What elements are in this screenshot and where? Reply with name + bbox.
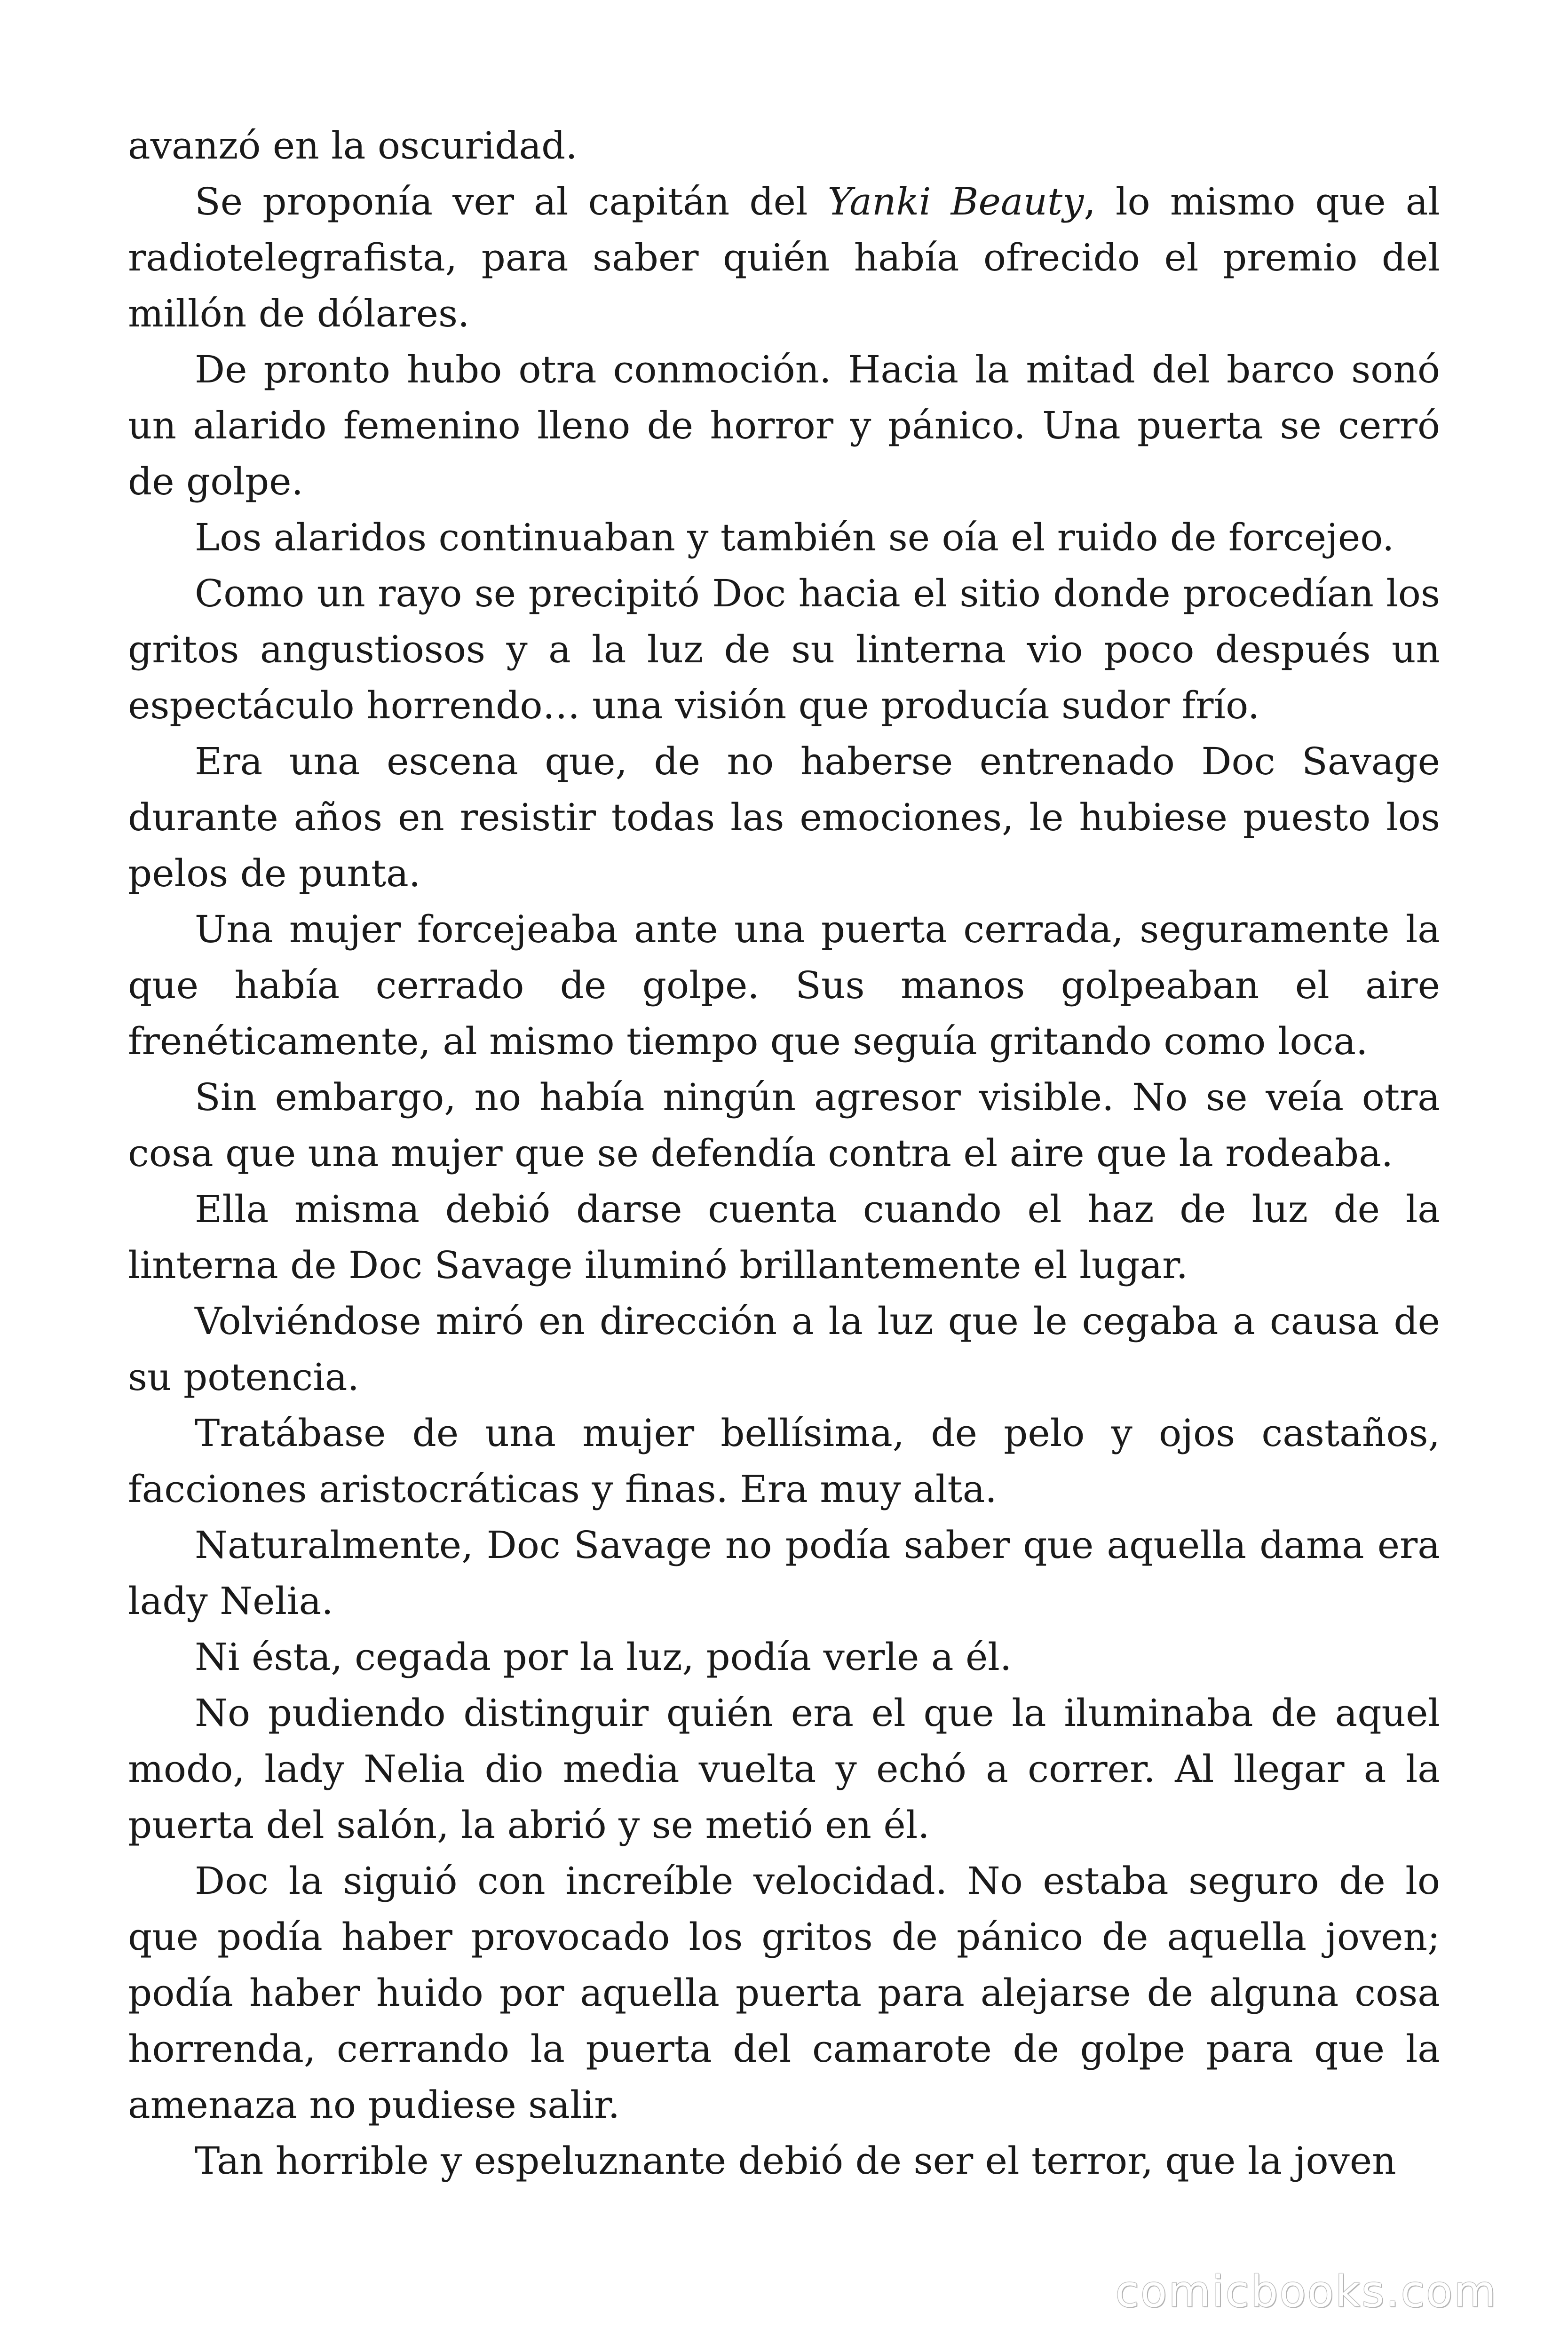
paragraph: Como un rayo se precipitó Doc hacia el sitio donde procedían los gritos angustiosos y a la luz de su linterna vio poco después un espectáculo horrendo… una visión que producía sudor frío. — [128, 572, 1440, 727]
paragraph-text: Se proponía ver al capitán del — [195, 180, 828, 223]
paragraph: avanzó en la oscuridad. — [128, 124, 578, 167]
watermark: comicbooks.com — [1115, 2266, 1497, 2317]
paragraph: Doc la siguió con increíble velocidad. No estaba seguro de lo que podía haber provocado los gritos de pánico de aquella joven; podía haber huido por aquella puerta para alejarse de alguna cosa horrenda, cerrando la puerta del camarote de golpe para que la amenaza no pudiese salir. — [128, 1859, 1440, 2127]
paragraph: Tratábase de una mujer bellísima, de pelo y ojos castaños, facciones aristocráticas y finas. Era muy alta. — [128, 1411, 1440, 1511]
paragraph: No pudiendo distinguir quién era el que la iluminaba de aquel modo, lady Nelia dio media vuelta y echó a correr. Al llegar a la puerta del salón, la abrió y se metió en él. — [128, 1691, 1440, 1847]
paragraph: Los alaridos continuaban y también se oía el ruido de forcejeo. — [195, 516, 1394, 559]
paragraph — [128, 174, 1440, 342]
paragraph: Era una escena que, de no haberse entrenado Doc Savage durante años en resistir todas las emociones, le hubiese puesto los pelos de punta. — [128, 739, 1440, 895]
paragraph: Sin embargo, no había ningún agresor visible. No se veía otra cosa que una mujer que se defendía contra el aire que la rodeaba. — [128, 1075, 1440, 1175]
paragraph-text: , lo mismo que al radiotelegrafista, para saber quién había ofrecido el premio del millón de dólares. — [128, 180, 1440, 335]
paragraph: Volviéndose miró en dirección a la luz que le cegaba a causa de su potencia. — [128, 1299, 1440, 1399]
paragraph: Ella misma debió darse cuenta cuando el haz de luz de la linterna de Doc Savage iluminó brillantemente el lugar. — [128, 1187, 1440, 1287]
paragraph: Tan horrible y espeluznante debió de ser el terror, que la joven — [195, 2139, 1396, 2183]
paragraph: Ni ésta, cegada por la luz, podía verle a él. — [195, 1635, 1012, 1679]
paragraph: De pronto hubo otra conmoción. Hacia la mitad del barco sonó un alarido femenino lleno de horror y pánico. Una puerta se cerró de golpe. — [128, 348, 1440, 503]
paragraph: Naturalmente, Doc Savage no podía saber que aquella dama era lady Nelia. — [128, 1523, 1440, 1623]
paragraph: Una mujer forcejeaba ante una puerta cerrada, seguramente la que había cerrado de golpe. Sus manos golpeaban el aire frenéticamente, al mismo tiempo que seguía gritando como loca. — [128, 907, 1440, 1063]
body-text — [128, 118, 1440, 2189]
ship-name: Yanki Beauty — [827, 180, 1084, 223]
